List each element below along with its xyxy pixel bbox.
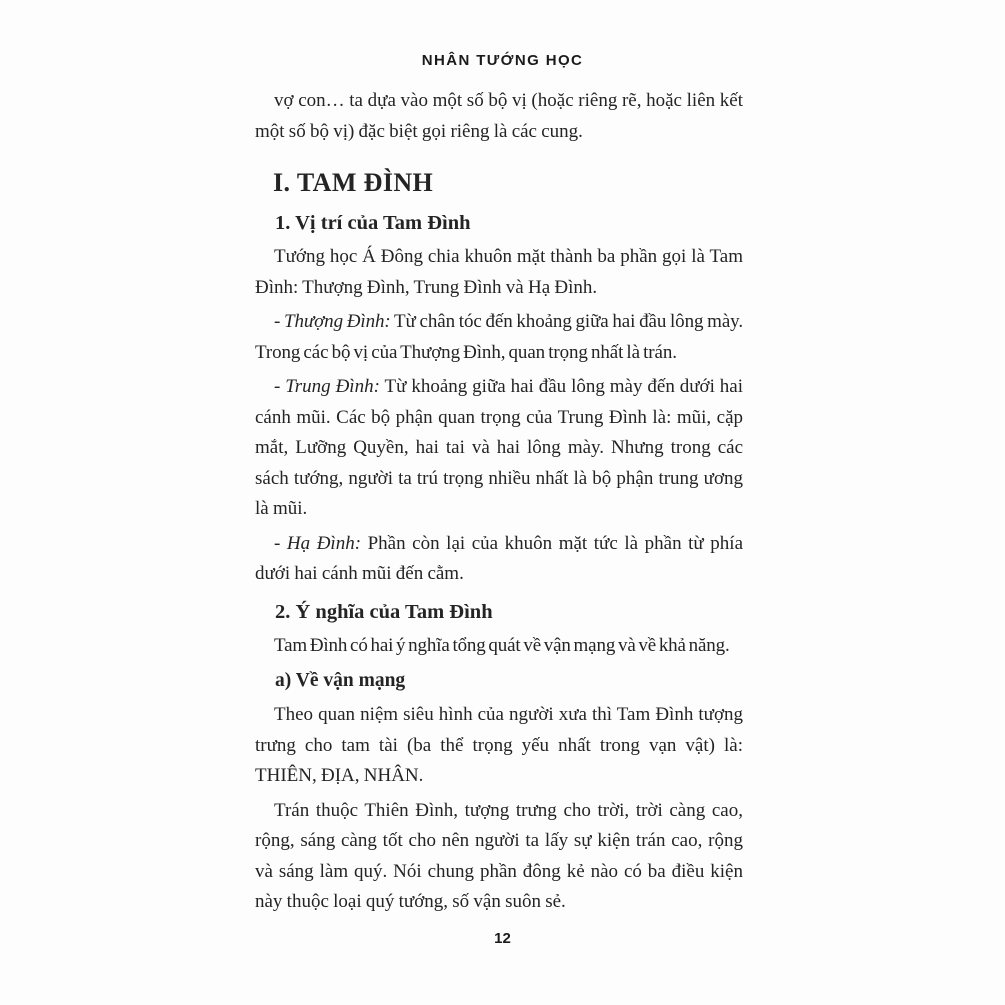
paragraph (255, 796, 743, 918)
text-run: I. TAM ĐÌNH (273, 168, 434, 197)
text-run: Tướng học Á Đông chia khuôn mặt thành ba phần gọi là Tam Đình: Thượng Đình, Trung Đình và Hạ Đình. (255, 246, 743, 298)
section-heading (255, 208, 743, 238)
term-italic: Thượng Đình: (284, 311, 391, 332)
section-heading (255, 666, 743, 696)
page-number: 12 (494, 930, 511, 947)
section-heading (255, 165, 743, 201)
text-run: 1. Vị trí của Tam Đình (275, 212, 471, 234)
text-run: - (274, 376, 286, 397)
text-run: Theo quan niệm siêu hình của người xưa thì Tam Đình tượng trưng cho tam tài (ba thể trọng yếu nhất trong vạn vật) là: THIÊN, ĐỊA, NHÂN. (255, 704, 743, 786)
section-heading (255, 597, 743, 627)
text-run: a) Về vận mạng (275, 670, 406, 691)
paragraph (255, 242, 743, 303)
text-run: Từ chân tóc đến khoảng giữa hai đầu lông mày. Trong các bộ vị của Thượng Đình, quan trọng nhất là trán. (255, 311, 743, 363)
paragraph (255, 372, 743, 525)
paragraph (255, 86, 743, 147)
paragraph (255, 307, 743, 368)
paragraph (255, 529, 743, 590)
text-run: Trán thuộc Thiên Đình, tượng trưng cho trời, trời càng cao, rộng, sáng càng tốt cho nên người ta lấy sự kiện trán cao, rộng và sáng làm quý. Nói chung phần đông kẻ nào có ba điều kiện này thuộc loại quý tướng, số vận suôn sẻ. (255, 799, 743, 912)
text-run: - (274, 311, 285, 332)
text-run: Từ khoảng giữa hai đầu lông mày đến dưới hai cánh mũi. Các bộ phận quan trọng của Trung Đình là: mũi, cặp mắt, Lưỡng Quyền, hai tai và hai lông mày. Nhưng trong các sách tướng, người ta trú trọng nhiều nhất là bộ phận trung ương là mũi. (255, 376, 743, 519)
text-run: Phần còn lại của khuôn mặt tức là phần từ phía dưới hai cánh mũi đến cằm. (255, 532, 743, 584)
term-italic: Hạ Đình: (286, 532, 362, 554)
text-run: vợ con… ta dựa vào một số bộ vị (hoặc riêng rẽ, hoặc liên kết một số bộ vị) đặc biệt gọi riêng là các cung. (255, 90, 743, 142)
page-content (255, 86, 743, 922)
running-header: NHÂN TƯỚNG HỌC (421, 52, 584, 69)
text-run: 2. Ý nghĩa của Tam Đình (275, 600, 493, 623)
text-run: - (274, 532, 287, 554)
paragraph (255, 631, 743, 662)
term-italic: Trung Đình: (285, 376, 380, 397)
text-run: Tam Đình có hai ý nghĩa tổng quát về vận mạng và về khả năng. (274, 634, 730, 656)
paragraph (255, 700, 743, 792)
